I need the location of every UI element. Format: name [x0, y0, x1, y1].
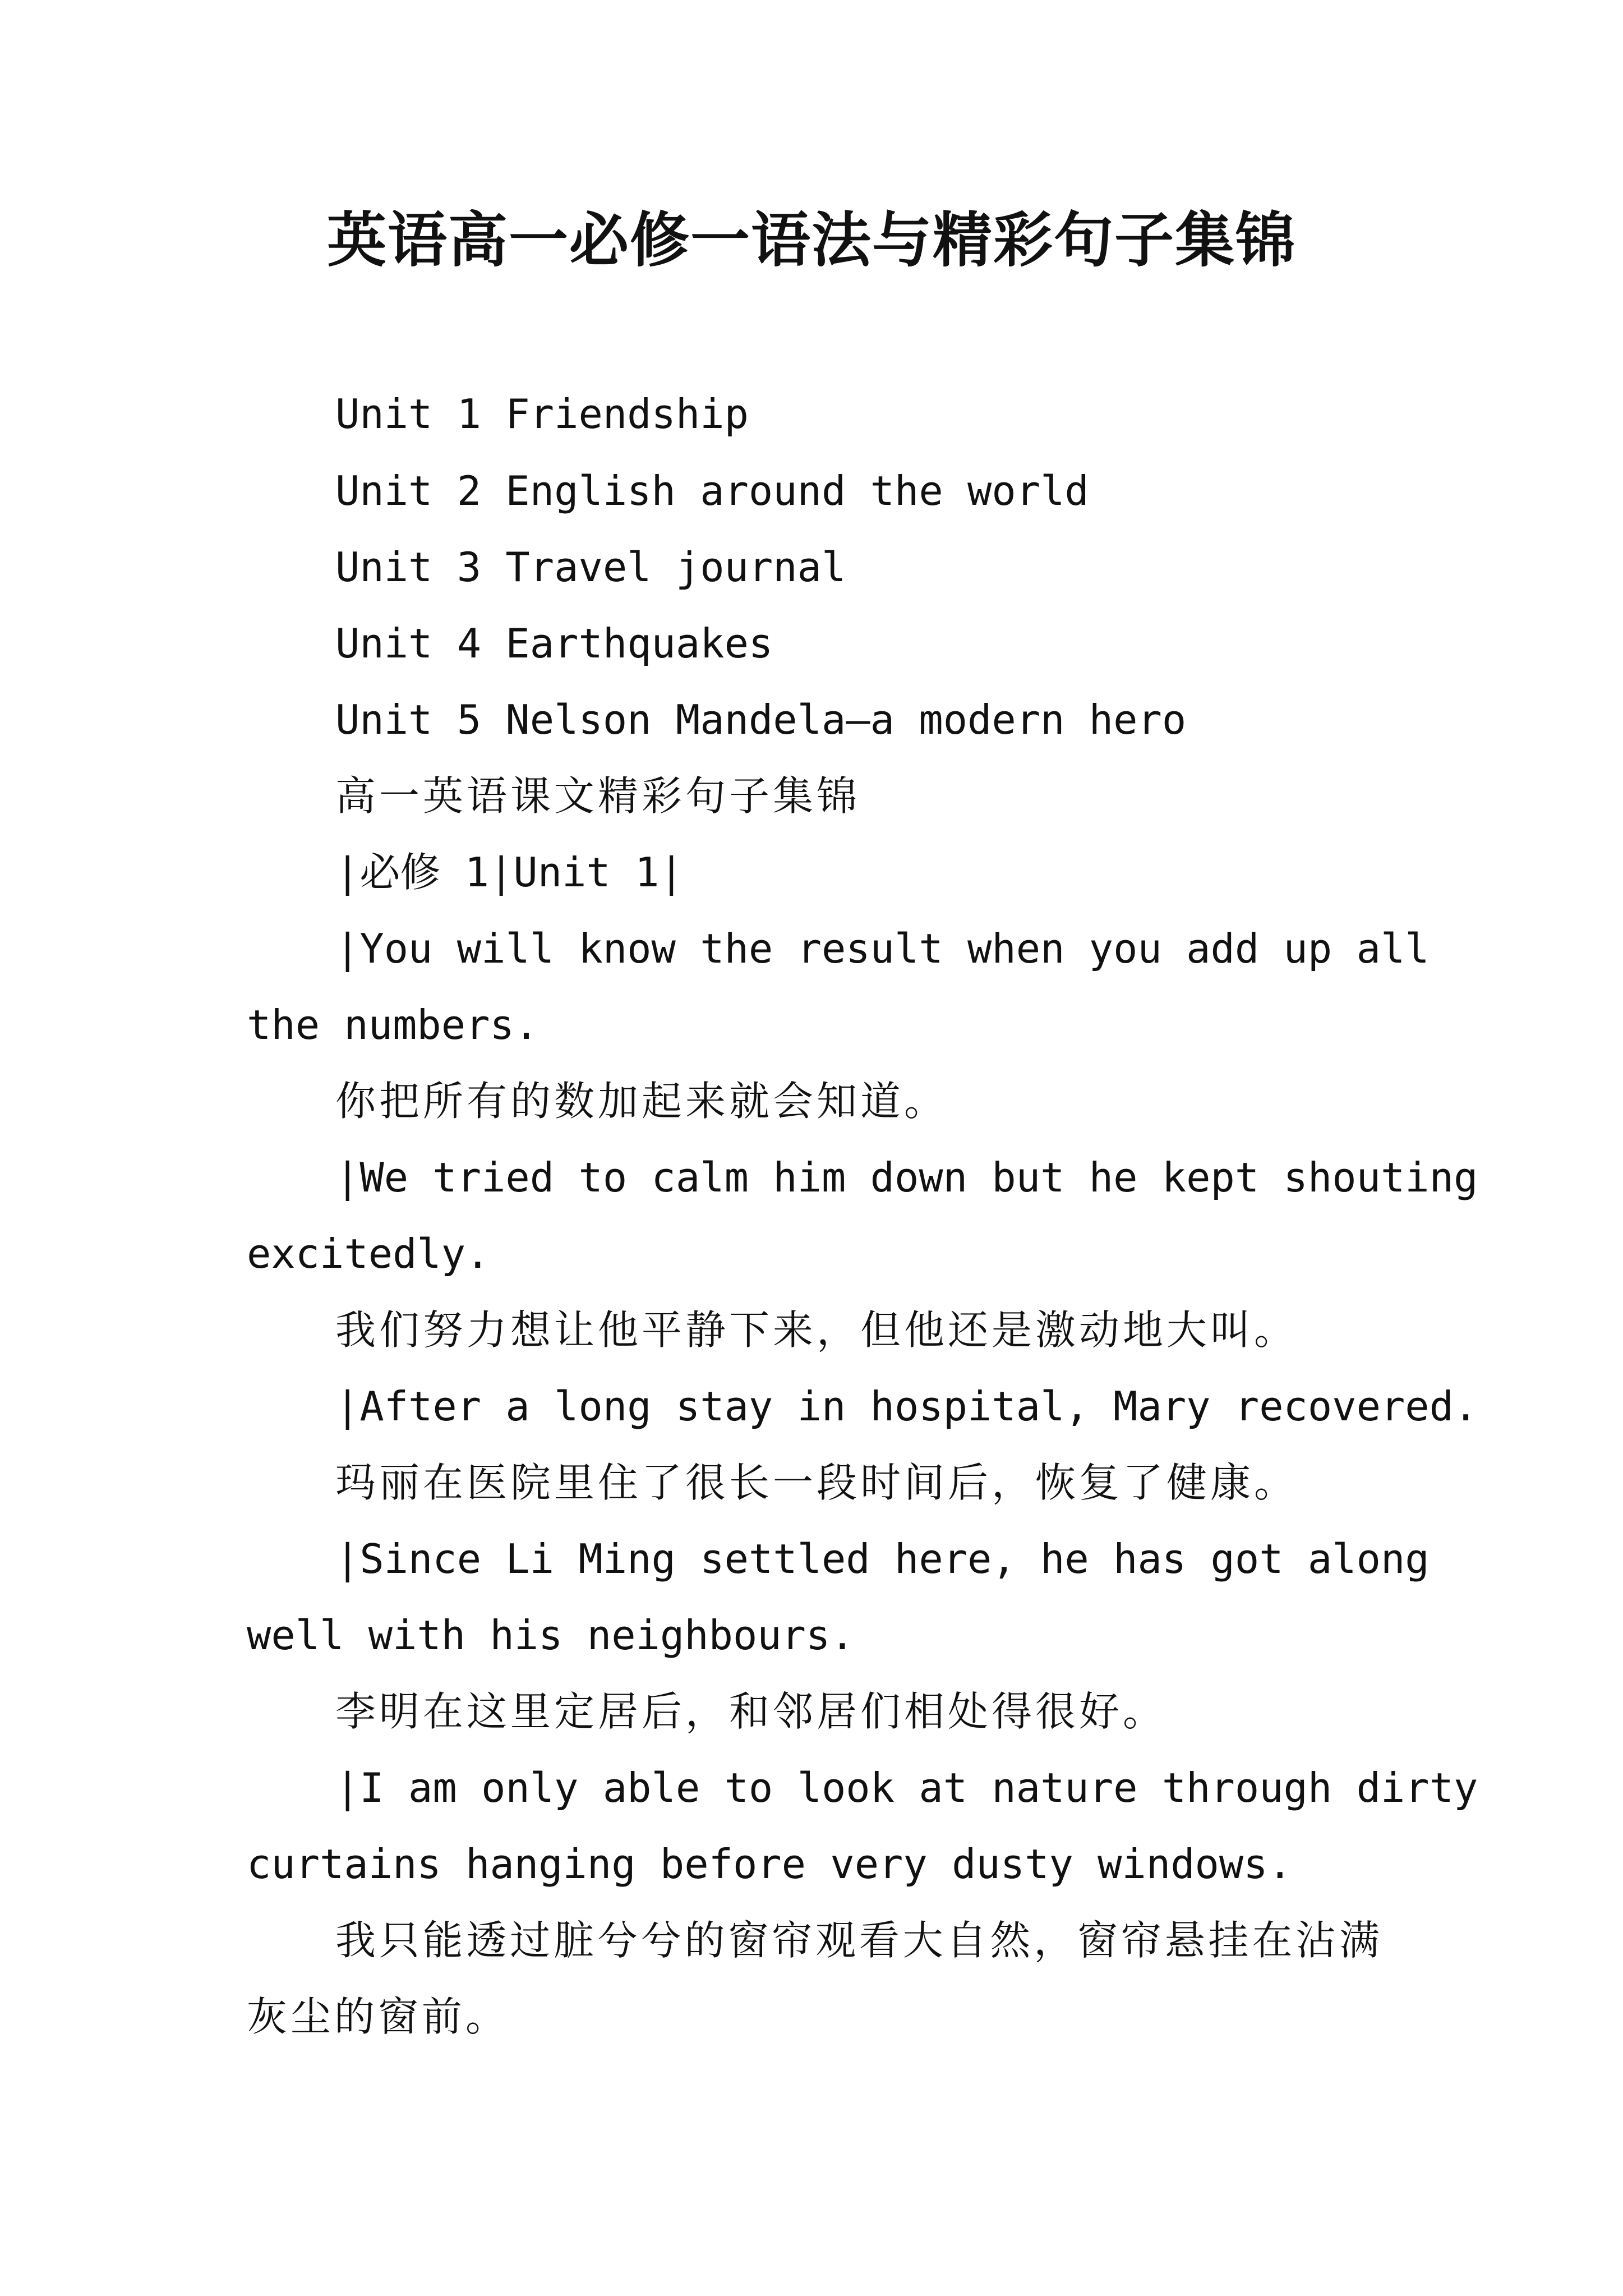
unit-list-item: Unit 3 Travel journal — [335, 544, 846, 591]
sentence-chinese: 玛丽在医院里住了很长一段时间后，恢复了健康。 — [335, 1459, 1298, 1506]
sentence-chinese: 我只能透过脏兮兮的窗帘观看大自然，窗帘悬挂在沾满 — [335, 1917, 1382, 1964]
sentence-english: |After a long stay in hospital, Mary recovered. — [335, 1383, 1478, 1430]
unit-list-item: Unit 5 Nelson Mandela—a modern hero — [335, 696, 1187, 743]
sentence-english: |You will know the result when you add up all — [335, 925, 1430, 972]
sentence-english: |We tried to calm him down but he kept shouting — [335, 1154, 1478, 1201]
sentence-english: |Since Li Ming settled here, he has got along — [335, 1535, 1430, 1582]
sentence-english: |I am only able to look at nature through dirty — [335, 1764, 1478, 1811]
sentence-english-continued: curtains hanging before very dusty windows. — [247, 1841, 1292, 1888]
unit-list-item: Unit 2 English around the world — [335, 467, 1089, 514]
sentence-english-continued: the numbers. — [247, 1001, 539, 1048]
sentence-chinese: 你把所有的数加起来就会知道。 — [335, 1078, 948, 1125]
sentence-chinese: 李明在这里定居后，和邻居们相处得很好。 — [335, 1688, 1167, 1735]
section-label: |必修 1|Unit 1| — [335, 849, 684, 896]
unit-list-item: Unit 1 Friendship — [335, 390, 749, 438]
sentence-english-continued: well with his neighbours. — [247, 1612, 855, 1659]
unit-list-item: Unit 4 Earthquakes — [335, 620, 773, 667]
document-title: 英语高一必修一语法与精彩句子集锦 — [327, 205, 1296, 275]
sentence-chinese: 我们努力想让他平静下来，但他还是激动地大叫。 — [335, 1306, 1298, 1354]
sentence-chinese-continued: 灰尘的窗前。 — [247, 1993, 510, 2040]
sentence-english-continued: excitedly. — [247, 1230, 490, 1277]
section-title: 高一英语课文精彩句子集锦 — [335, 772, 861, 820]
